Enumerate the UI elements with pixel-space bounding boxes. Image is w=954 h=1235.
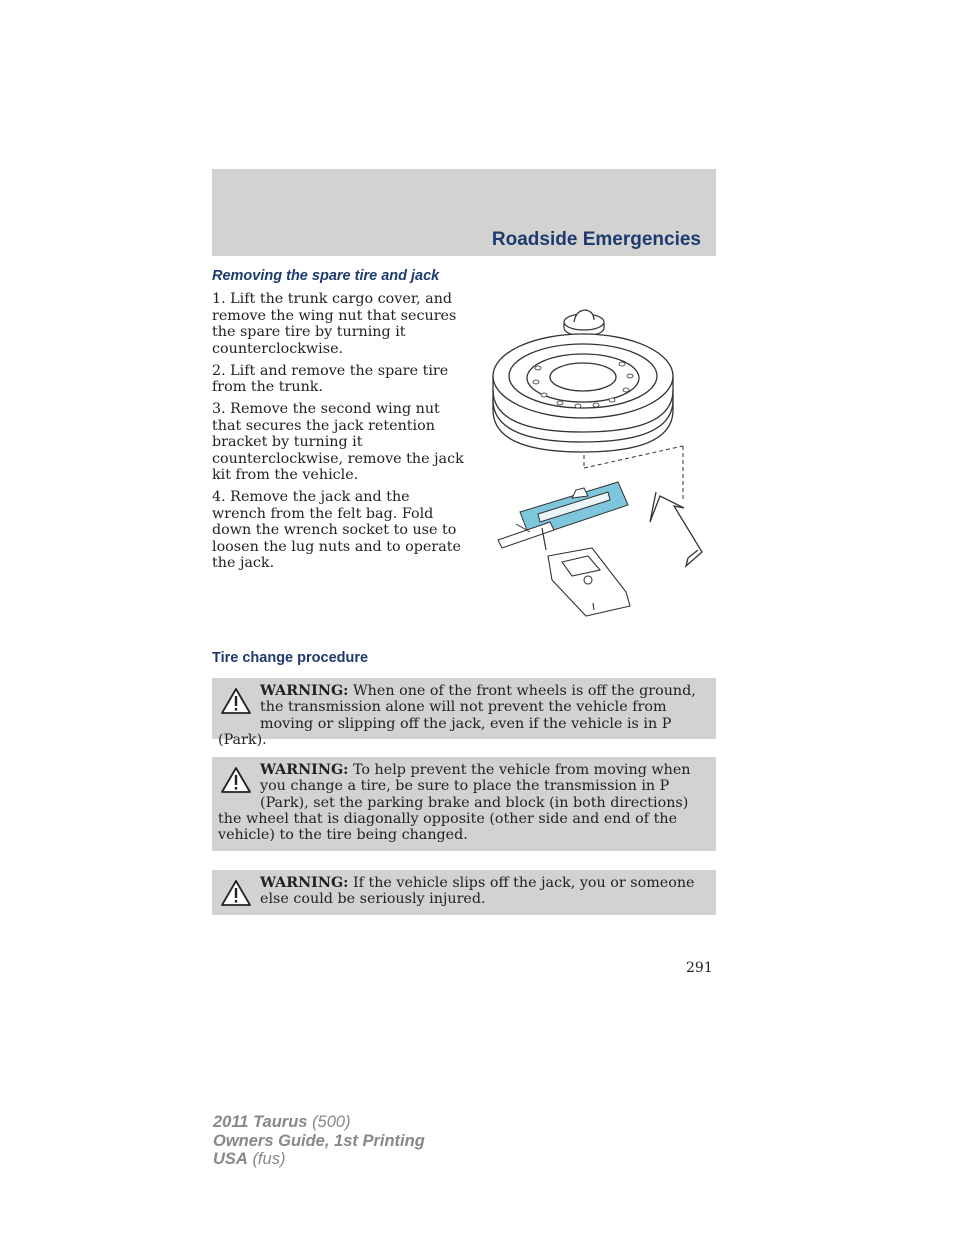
subheading-removing-spare: Removing the spare tire and jack bbox=[212, 268, 440, 284]
step-1: 1. Lift the trunk cargo cover, and remove the wing nut that secures the spare tire by turning it counterclockwise. bbox=[212, 291, 457, 357]
footer-region: USA bbox=[213, 1150, 248, 1168]
warning-label: WARNING: bbox=[260, 683, 349, 699]
subheading-tire-change: Tire change procedure bbox=[212, 650, 369, 666]
spare-tire-icon bbox=[493, 334, 673, 452]
warning-triangle-icon bbox=[220, 766, 252, 794]
page-number: 291 bbox=[686, 960, 713, 976]
document-footer bbox=[213, 1113, 425, 1169]
step-3: 3. Remove the second wing nut that secures the jack retention bracket by turning it counterclockwise, remove the jack kit from the vehicle. bbox=[212, 401, 464, 483]
step-4: 4. Remove the jack and the wrench from the felt bag. Fold down the wrench socket to use to loosen the lug nuts and to operate the jack. bbox=[212, 489, 461, 571]
retention-bracket-icon bbox=[650, 492, 702, 566]
warning-triangle-icon bbox=[220, 687, 252, 715]
footer-model: 2011 Taurus bbox=[213, 1113, 308, 1131]
warning-box-1 bbox=[212, 678, 716, 748]
warning-label: WARNING: bbox=[260, 762, 349, 778]
warning-text: If the vehicle slips off the jack, you or someone else could be seriously injured. bbox=[260, 875, 695, 908]
footer-model-code: (500) bbox=[312, 1113, 351, 1131]
warning-label: WARNING: bbox=[260, 875, 349, 891]
footer-guide: Owners Guide, 1st Printing bbox=[213, 1131, 425, 1150]
warning-text: When one of the front wheels is off the ground, the transmission alone will not prevent the vehicle from moving or slipping off the jack, even if the vehicle is in P (Park). bbox=[218, 683, 696, 748]
section-header-title: Roadside Emergencies bbox=[491, 229, 701, 250]
footer-region-code: (fus) bbox=[252, 1150, 286, 1168]
warning-box-3 bbox=[212, 870, 716, 915]
steps-list bbox=[212, 291, 467, 577]
step-2: 2. Lift and remove the spare tire from the trunk. bbox=[212, 362, 449, 395]
wing-nut-icon bbox=[564, 310, 604, 336]
header-band bbox=[212, 169, 716, 256]
jack-kit-icon bbox=[498, 482, 628, 550]
spare-tire-and-jack-illustration bbox=[490, 300, 720, 630]
jack-tray-icon bbox=[548, 548, 630, 616]
warning-triangle-icon bbox=[220, 879, 252, 907]
warning-text: To help prevent the vehicle from moving when you change a tire, be sure to place the transmission in P (Park), set the parking brake and block (in both directions) the wheel that is diagonally opposite (other side and end of the vehicle) to the tire being changed. bbox=[218, 762, 691, 844]
warning-box-2 bbox=[212, 757, 716, 851]
